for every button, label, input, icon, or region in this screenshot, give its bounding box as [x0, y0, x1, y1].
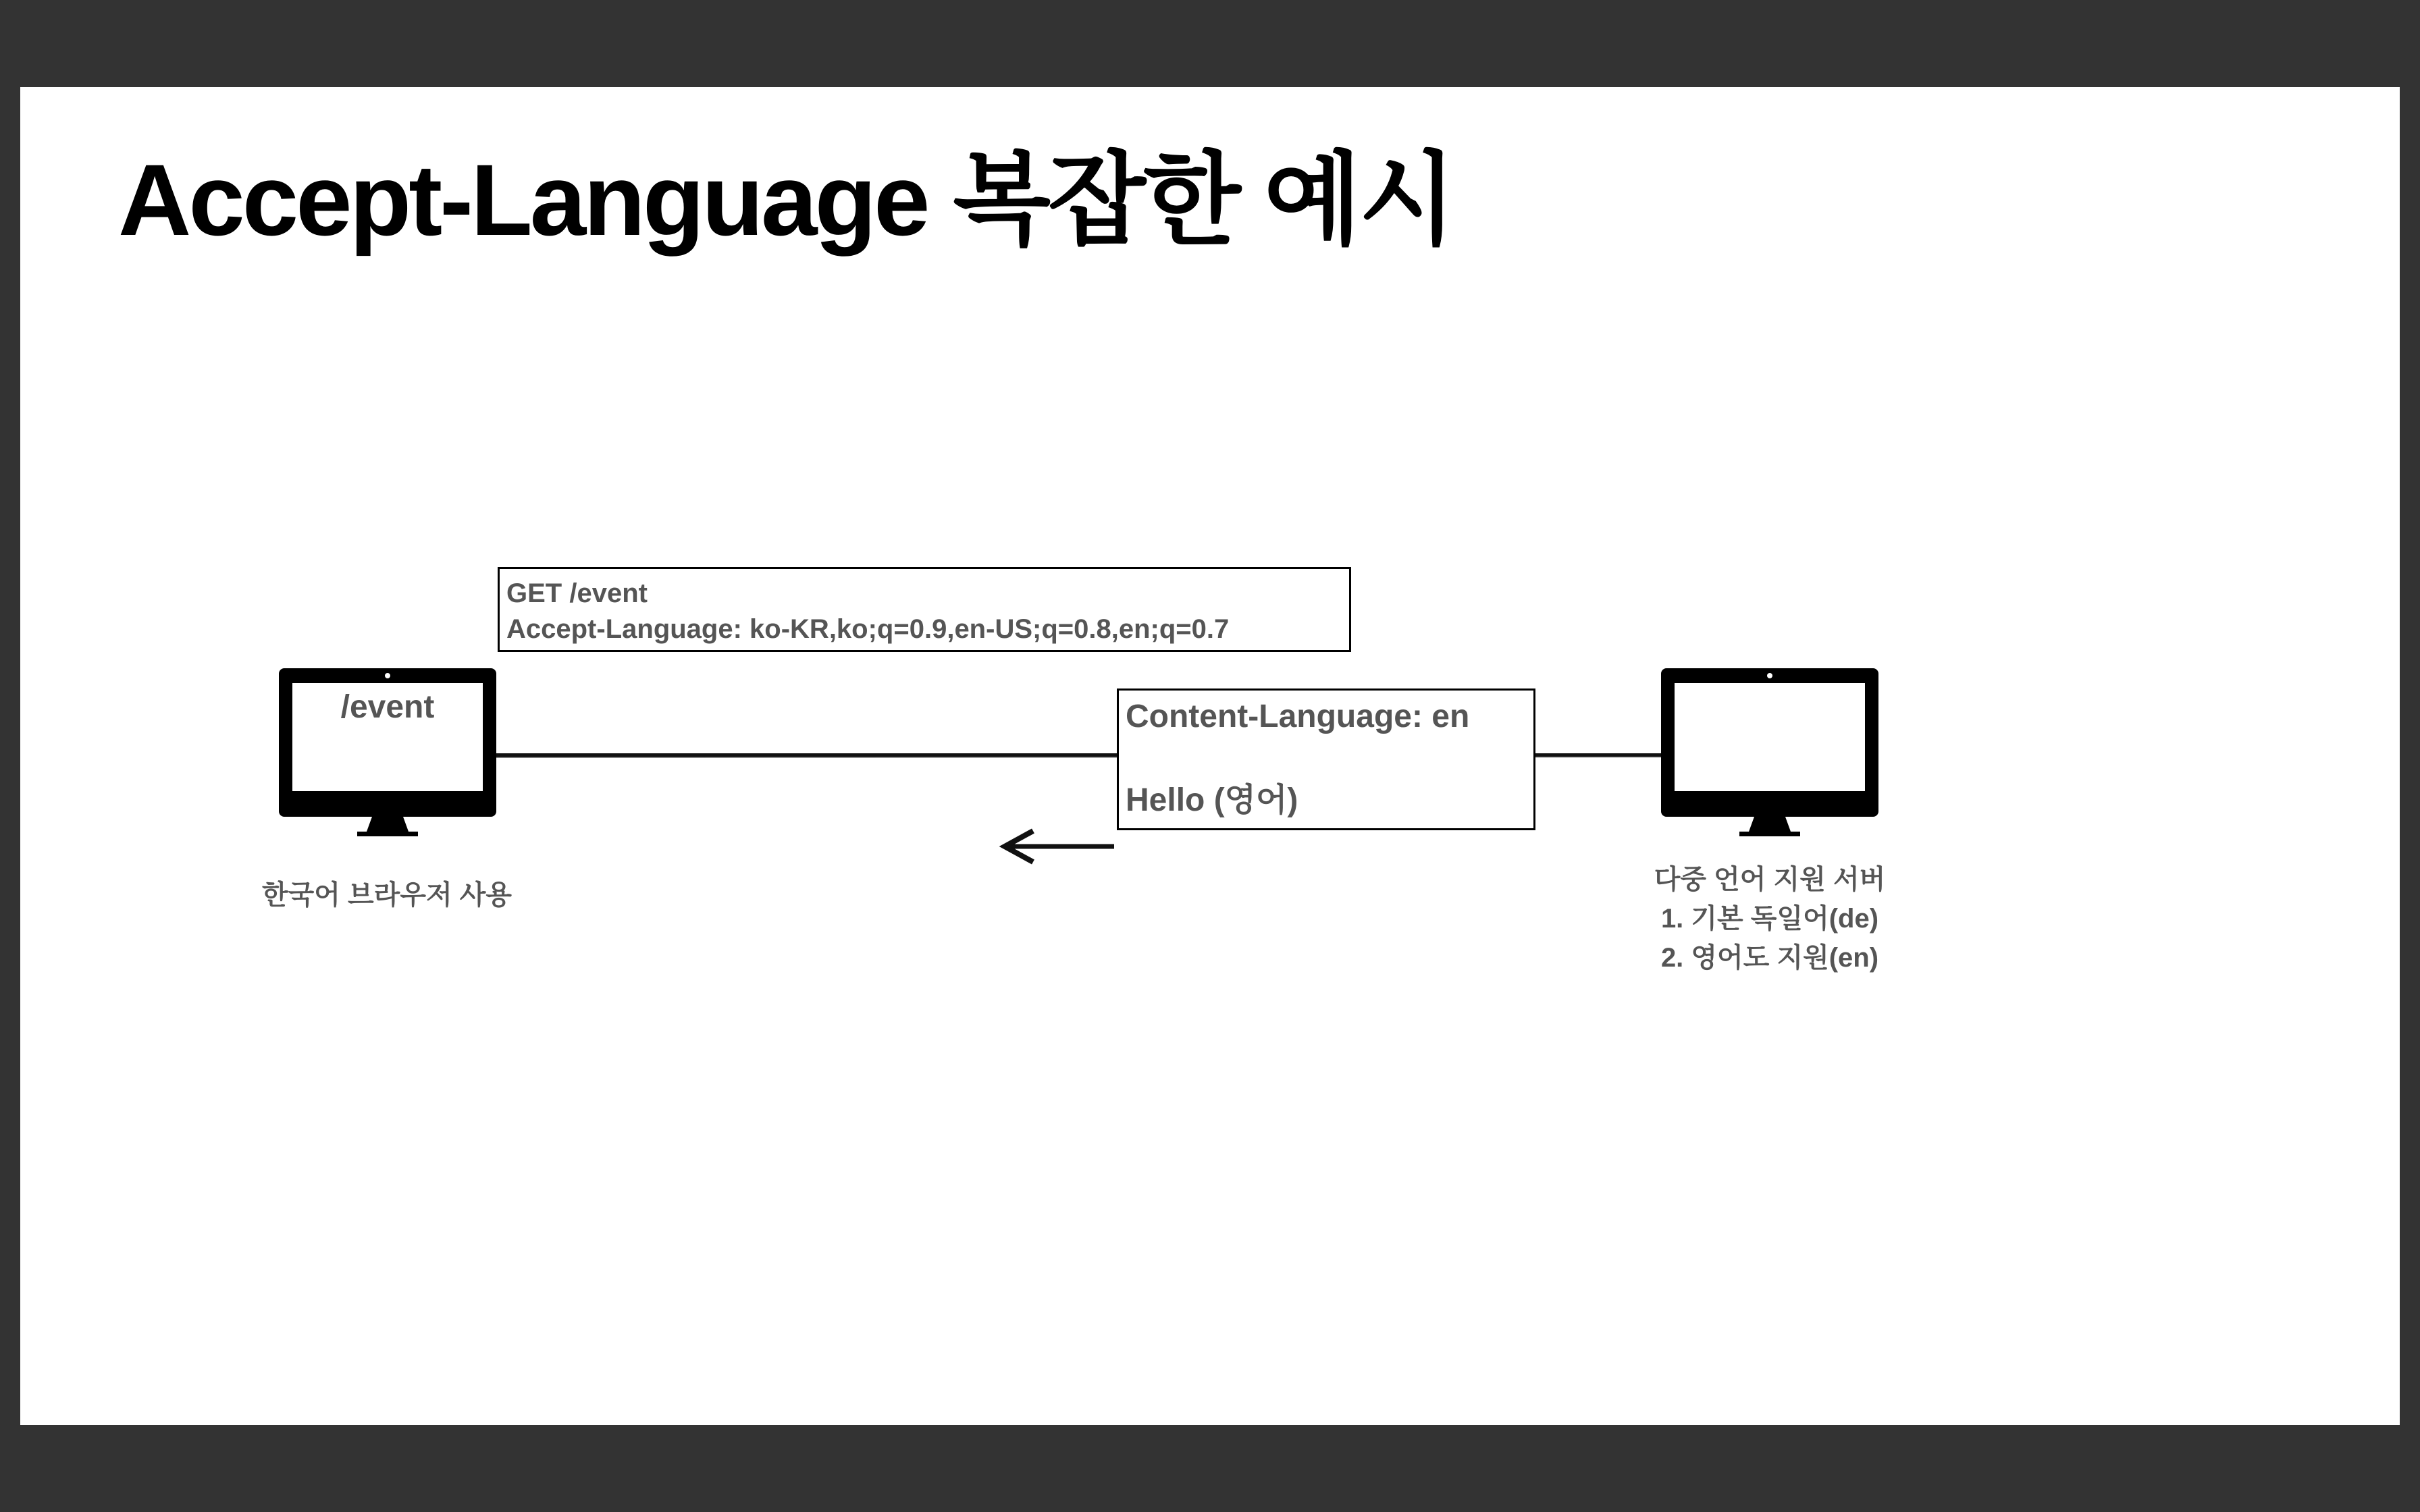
request-message-box — [498, 567, 1351, 652]
server-monitor-icon — [1661, 668, 1878, 844]
response-header: Content-Language: en — [1126, 699, 1470, 734]
request-line: GET /event — [506, 578, 648, 608]
server-caption-line: 1. 기본 독일어(de) — [1660, 904, 1879, 934]
server-caption — [1635, 860, 1905, 977]
slide-title: Accept-Language 복잡한 예시 — [118, 143, 1454, 256]
response-body: Hello (영어) — [1126, 782, 1298, 818]
response-message-box — [1117, 688, 1535, 830]
client-screen-path: /event — [340, 689, 435, 725]
server-caption-line: 2. 영어도 지원(en) — [1660, 943, 1879, 973]
request-header: Accept-Language: ko-KR,ko;q=0.9,en-US;q=0.8,en;q=0.7 — [506, 614, 1230, 644]
server-caption-line: 다중 언어 지원 서버 — [1654, 865, 1886, 894]
response-arrow — [1005, 831, 1114, 862]
client-caption: 한국어 브라우저 사용 — [262, 880, 512, 910]
